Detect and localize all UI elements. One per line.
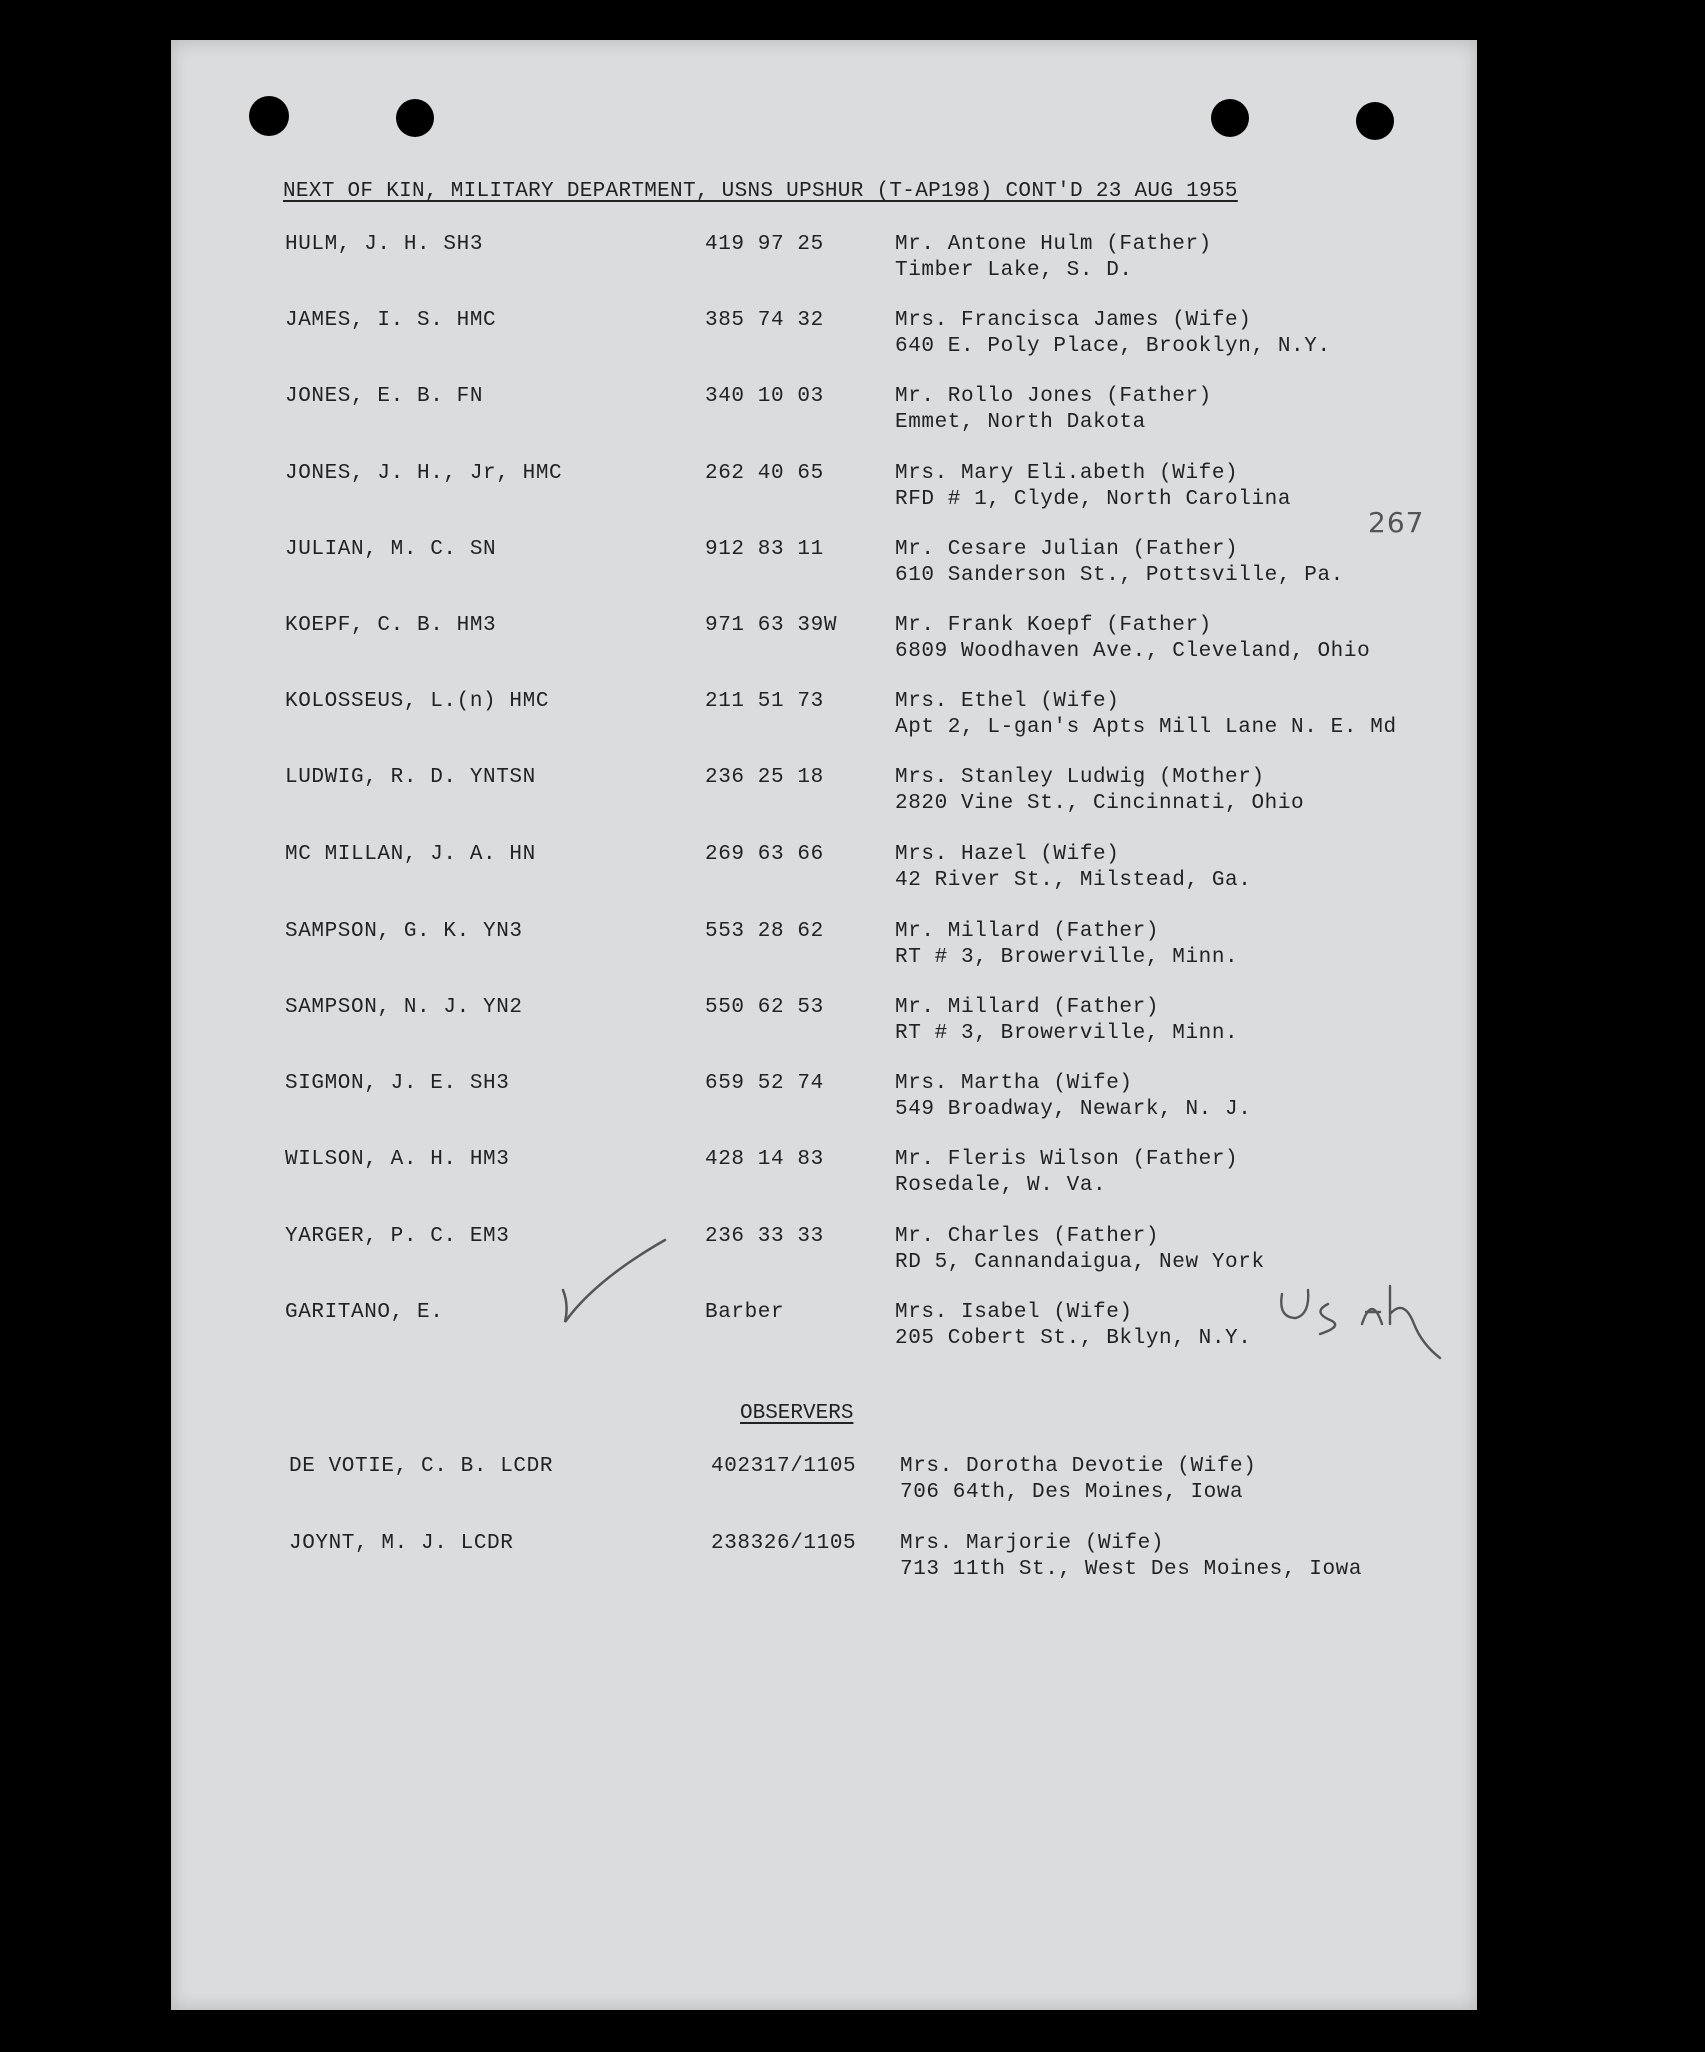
observer-next-of-kin: Mrs. Dorotha Devotie (Wife) bbox=[900, 1455, 1257, 1478]
entry-address: RD 5, Cannandaigua, New York bbox=[895, 1251, 1265, 1274]
entry-name: KOEPF, C. B. HM3 bbox=[285, 614, 497, 637]
entry-next-of-kin: Mrs. Martha (Wife) bbox=[895, 1072, 1133, 1095]
entry-next-of-kin: Mrs. Hazel (Wife) bbox=[895, 843, 1120, 866]
punch-hole-2 bbox=[396, 99, 434, 137]
entry-service-number: 659 52 74 bbox=[705, 1072, 824, 1095]
entry-address: 2820 Vine St., Cincinnati, Ohio bbox=[895, 792, 1305, 815]
entry-next-of-kin: Mr. Millard (Father) bbox=[895, 996, 1160, 1019]
entry-next-of-kin: Mr. Antone Hulm (Father) bbox=[895, 233, 1212, 256]
entry-next-of-kin: Mr. Rollo Jones (Father) bbox=[895, 385, 1212, 408]
entry-name: JONES, J. H., Jr, HMC bbox=[285, 462, 563, 485]
entry-address: 42 River St., Milstead, Ga. bbox=[895, 869, 1252, 892]
handwritten-annotation bbox=[1272, 1284, 1462, 1364]
entry-address: 610 Sanderson St., Pottsville, Pa. bbox=[895, 564, 1344, 587]
entry-address: 205 Cobert St., Bklyn, N.Y. bbox=[895, 1327, 1252, 1350]
entry-service-number: 971 63 39W bbox=[705, 614, 838, 637]
observers-title: OBSERVERS bbox=[740, 1402, 854, 1425]
entry-next-of-kin: Mr. Charles (Father) bbox=[895, 1225, 1160, 1248]
entry-service-number: 428 14 83 bbox=[705, 1148, 824, 1171]
page-number: 267 bbox=[1368, 506, 1425, 539]
entry-name: JULIAN, M. C. SN bbox=[285, 538, 497, 561]
entry-name: HULM, J. H. SH3 bbox=[285, 233, 484, 256]
entry-next-of-kin: Mr. Fleris Wilson (Father) bbox=[895, 1148, 1239, 1171]
entry-name: SIGMON, J. E. SH3 bbox=[285, 1072, 510, 1095]
document-header: NEXT OF KIN, MILITARY DEPARTMENT, USNS UPSHUR (T-AP198) CONT'D 23 AUG 1955 bbox=[283, 180, 1238, 203]
observer-address: 713 11th St., West Des Moines, Iowa bbox=[900, 1558, 1363, 1581]
observer-name: JOYNT, M. J. LCDR bbox=[289, 1532, 514, 1555]
entry-address: 549 Broadway, Newark, N. J. bbox=[895, 1098, 1252, 1121]
entry-name: SAMPSON, N. J. YN2 bbox=[285, 996, 523, 1019]
entry-service-number: 912 83 11 bbox=[705, 538, 824, 561]
entry-address: RT # 3, Browerville, Minn. bbox=[895, 946, 1239, 969]
entry-next-of-kin: Mrs. Mary Eli.abeth (Wife) bbox=[895, 462, 1239, 485]
entry-service-number: 419 97 25 bbox=[705, 233, 824, 256]
entry-service-number: 236 25 18 bbox=[705, 766, 824, 789]
handwritten-annotation-text bbox=[1272, 1284, 1275, 1285]
entry-name: KOLOSSEUS, L.(n) HMC bbox=[285, 690, 550, 713]
entry-name: SAMPSON, G. K. YN3 bbox=[285, 920, 523, 943]
entry-service-number: 211 51 73 bbox=[705, 690, 824, 713]
entry-service-number: 236 33 33 bbox=[705, 1225, 824, 1248]
entry-next-of-kin: Mrs. Stanley Ludwig (Mother) bbox=[895, 766, 1265, 789]
entry-address: 640 E. Poly Place, Brooklyn, N.Y. bbox=[895, 335, 1331, 358]
entry-next-of-kin: Mrs. Francisca James (Wife) bbox=[895, 309, 1252, 332]
observer-service-number: 238326/1105 bbox=[711, 1532, 857, 1555]
observer-service-number: 402317/1105 bbox=[711, 1455, 857, 1478]
entry-address: 6809 Woodhaven Ave., Cleveland, Ohio bbox=[895, 640, 1371, 663]
punch-hole-4 bbox=[1356, 102, 1394, 140]
entry-name: WILSON, A. H. HM3 bbox=[285, 1148, 510, 1171]
entry-name: MC MILLAN, J. A. HN bbox=[285, 843, 536, 866]
entry-name: YARGER, P. C. EM3 bbox=[285, 1225, 510, 1248]
entry-address: Rosedale, W. Va. bbox=[895, 1174, 1107, 1197]
entry-next-of-kin: Mr. Millard (Father) bbox=[895, 920, 1160, 943]
entry-address: RFD # 1, Clyde, North Carolina bbox=[895, 488, 1292, 511]
punch-hole-3 bbox=[1211, 99, 1249, 137]
entry-address: Apt 2, L-gan's Apts Mill Lane N. E. Md bbox=[895, 716, 1397, 739]
entry-address: Timber Lake, S. D. bbox=[895, 259, 1133, 282]
entry-service-number: 550 62 53 bbox=[705, 996, 824, 1019]
entry-name: JONES, E. B. FN bbox=[285, 385, 484, 408]
observer-address: 706 64th, Des Moines, Iowa bbox=[900, 1481, 1244, 1504]
entry-name: GARITANO, E. bbox=[285, 1301, 444, 1324]
entry-service-number: Barber bbox=[705, 1301, 785, 1324]
observer-next-of-kin: Mrs. Marjorie (Wife) bbox=[900, 1532, 1165, 1555]
entry-service-number: 340 10 03 bbox=[705, 385, 824, 408]
punch-hole-1 bbox=[249, 96, 289, 136]
entry-service-number: 385 74 32 bbox=[705, 309, 824, 332]
entry-service-number: 553 28 62 bbox=[705, 920, 824, 943]
entry-address: Emmet, North Dakota bbox=[895, 411, 1146, 434]
observer-name: DE VOTIE, C. B. LCDR bbox=[289, 1455, 554, 1478]
check-mark-icon bbox=[555, 1230, 675, 1330]
entry-next-of-kin: Mr. Frank Koepf (Father) bbox=[895, 614, 1212, 637]
entry-name: LUDWIG, R. D. YNTSN bbox=[285, 766, 536, 789]
entry-next-of-kin: Mr. Cesare Julian (Father) bbox=[895, 538, 1239, 561]
entry-service-number: 262 40 65 bbox=[705, 462, 824, 485]
entry-address: RT # 3, Browerville, Minn. bbox=[895, 1022, 1239, 1045]
entry-next-of-kin: Mrs. Ethel (Wife) bbox=[895, 690, 1120, 713]
entry-name: JAMES, I. S. HMC bbox=[285, 309, 497, 332]
entry-service-number: 269 63 66 bbox=[705, 843, 824, 866]
entry-next-of-kin: Mrs. Isabel (Wife) bbox=[895, 1301, 1133, 1324]
